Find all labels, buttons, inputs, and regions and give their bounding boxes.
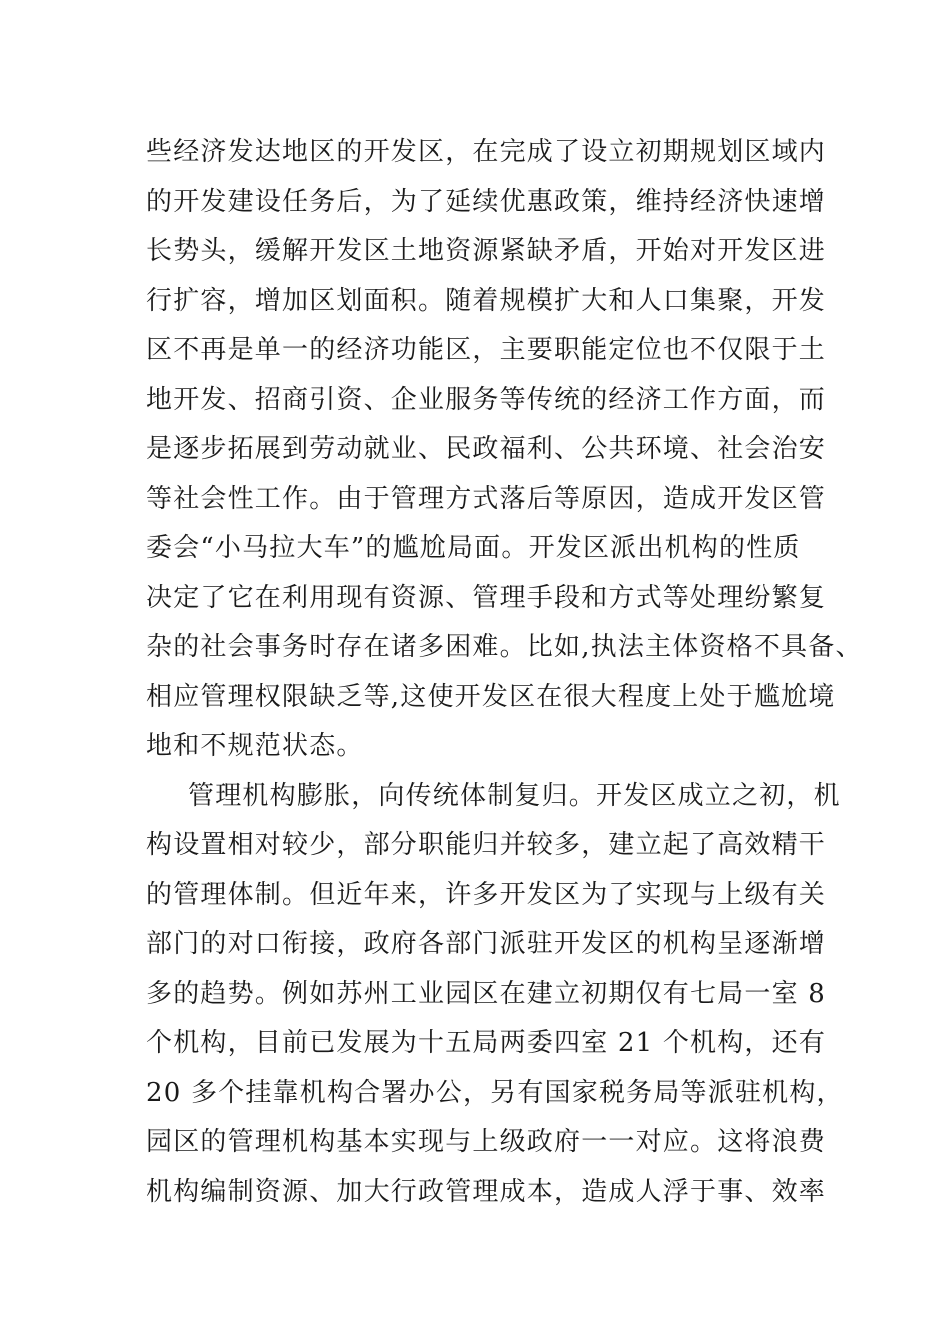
text-line: 构设置相对较少，部分职能归并较多，建立起了高效精干 [146, 830, 827, 860]
text-line: 管理机构膨胀，向传统体制复归。开发区成立之初，机 [188, 780, 841, 811]
text-line: 是逐步拓展到劳动就业、民政福利、公共环境、社会治安 [146, 434, 827, 464]
text-line: 长势头，缓解开发区土地资源紧缺矛盾，开始对开发区进 [146, 236, 827, 266]
body-text [146, 128, 863, 1217]
text-line: 的开发建设任务后，为了延续优惠政策，维持经济快速增 [146, 186, 827, 217]
text-line: 等社会性工作。由于管理方式落后等原因，造成开发区管 [146, 483, 827, 514]
text-line: 地开发、招商引资、企业服务等传统的经济工作方面，而 [146, 384, 827, 415]
text-line: 相应管理权限缺乏等,这使开发区在很大程度上处于尴尬境 [146, 681, 836, 712]
text-line: 部门的对口衔接，政府各部门派驻开发区的机构呈逐渐增 [146, 929, 827, 959]
text-line: 决定了它在利用现有资源、管理手段和方式等处理纷繁复 [146, 582, 827, 613]
text-line: 委会“小马拉大车”的尴尬局面。开发区派出机构的性质 [146, 533, 801, 563]
text-line: 机构编制资源、加大行政管理成本，造成人浮于事、效率 [146, 1176, 827, 1207]
text-line: 些经济发达地区的开发区，在完成了设立初期规划区域内 [146, 137, 827, 167]
text-line: 杂的社会事务时存在诸多困难。比如,执法主体资格不具备、 [146, 632, 863, 662]
text-line: 多的趋势。例如苏州工业园区在建立初期仅有七局一室 8 [146, 978, 827, 1009]
paragraph-1 [146, 128, 863, 772]
text-line: 个机构，目前已发展为十五局两委四室 21 个机构，还有 [146, 1028, 827, 1058]
paragraph-2 [146, 772, 844, 1218]
text-line: 行扩容，增加区划面积。随着规模扩大和人口集聚，开发 [146, 285, 827, 316]
text-line: 地和不规范状态。 [146, 731, 364, 761]
text-line: 的管理体制。但近年来，许多开发区为了实现与上级有关 [146, 879, 827, 910]
text-line: 20 多个挂靠机构合署办公，另有国家税务局等派驻机构， [146, 1077, 844, 1108]
text-line: 园区的管理机构基本实现与上级政府一一对应。这将浪费 [146, 1127, 827, 1157]
text-line: 区不再是单一的经济功能区，主要职能定位也不仅限于土 [146, 335, 827, 365]
